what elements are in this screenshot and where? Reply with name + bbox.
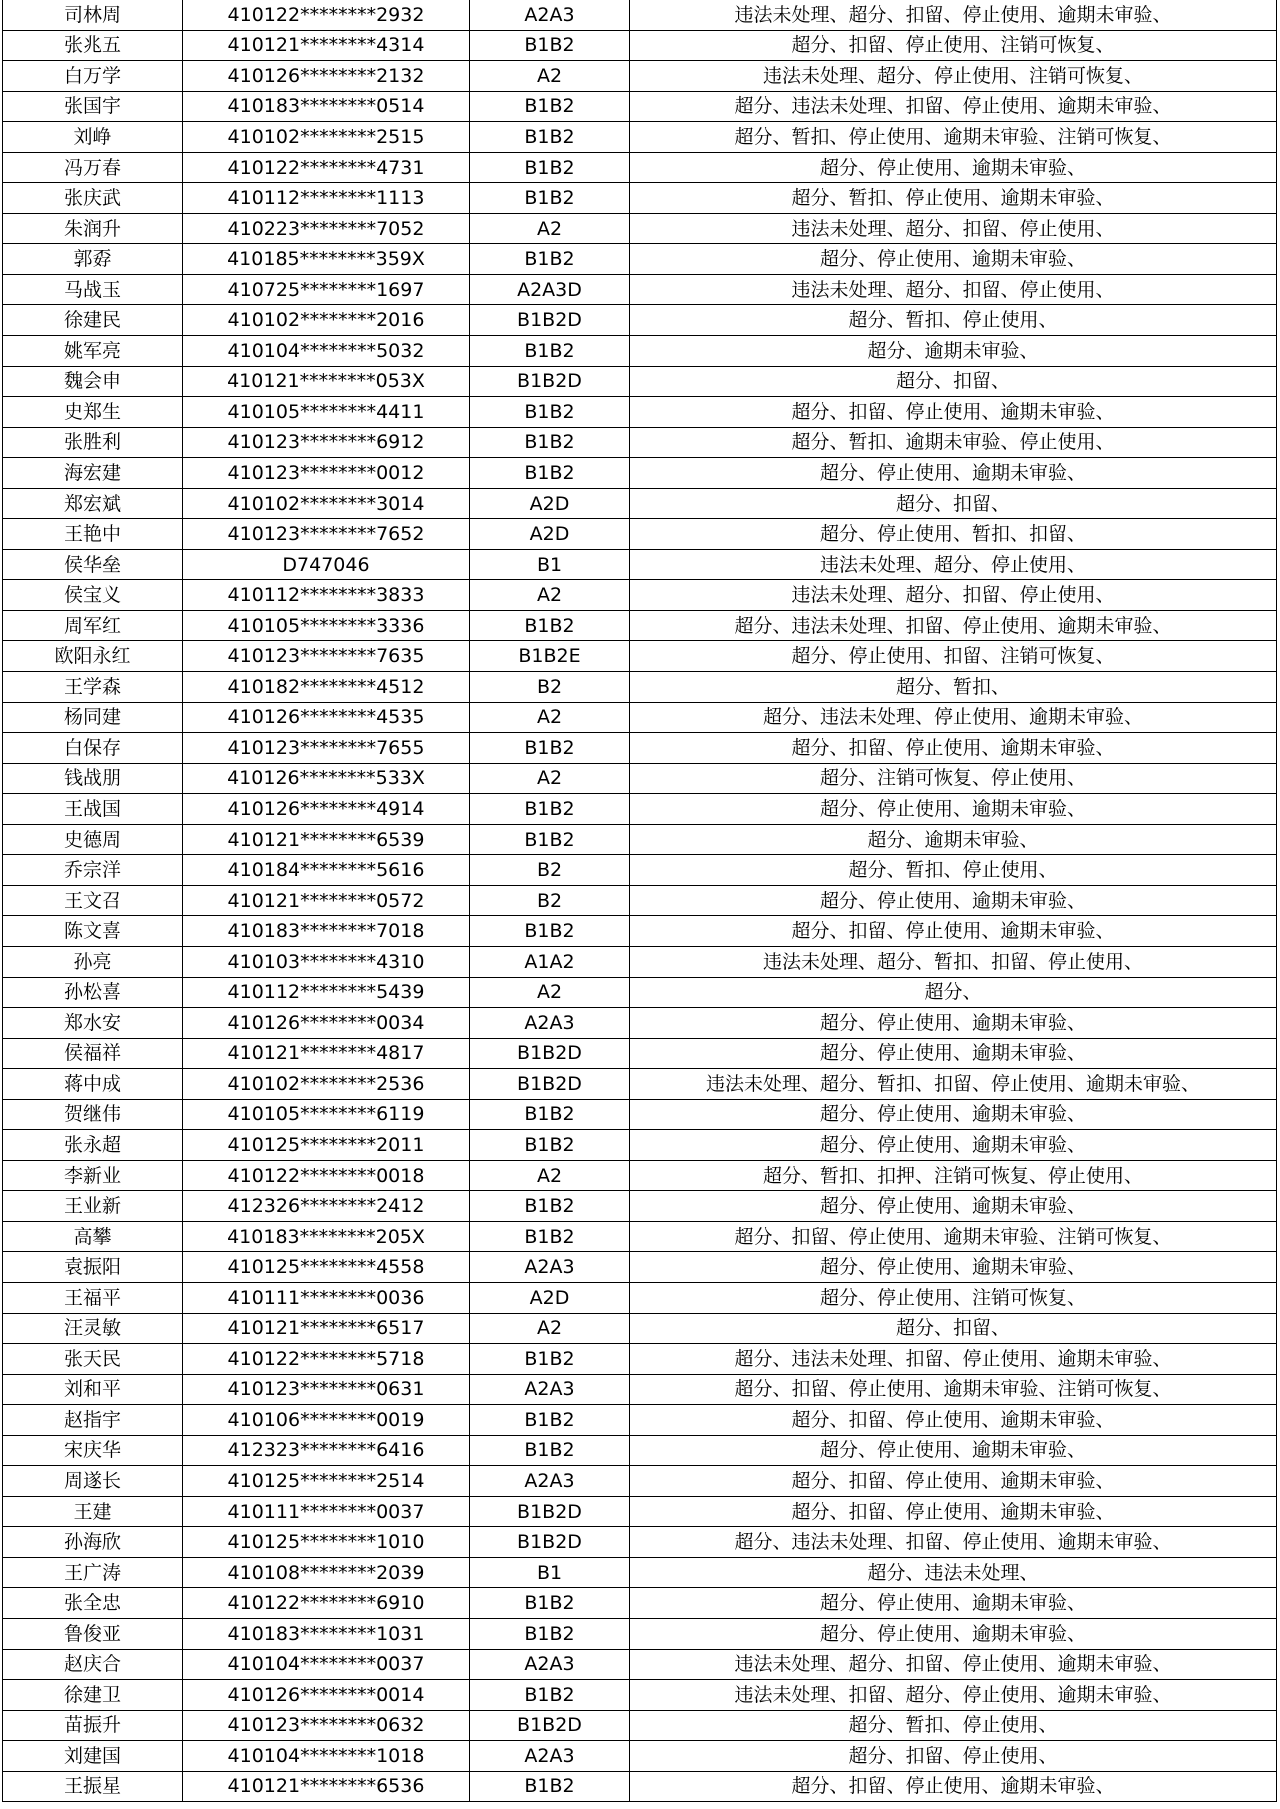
driver-name-cell: 王振星 [3, 1771, 183, 1802]
license-class-cell: A2 [470, 580, 630, 611]
license-status-cell: 超分、扣留、停止使用、逾期未审验、 [630, 1466, 1277, 1497]
table-row [3, 1466, 1277, 1497]
table-row [3, 977, 1277, 1008]
driver-name-cell: 赵指宇 [3, 1405, 183, 1436]
license-class-cell: B2 [470, 672, 630, 703]
driver-name-cell: 乔宗洋 [3, 855, 183, 886]
table-row [3, 1771, 1277, 1802]
id-number-cell: 410104********1018 [183, 1741, 470, 1772]
license-status-cell: 超分、扣留、 [630, 1313, 1277, 1344]
id-number-cell: 410105********4411 [183, 397, 470, 428]
license-status-cell: 超分、逾期未审验、 [630, 336, 1277, 367]
license-status-cell: 超分、停止使用、逾期未审验、 [630, 885, 1277, 916]
license-class-cell: A2A3D [470, 274, 630, 305]
license-class-cell: B2 [470, 885, 630, 916]
table-row [3, 244, 1277, 275]
table-row [3, 1008, 1277, 1039]
id-number-cell: 410102********2536 [183, 1069, 470, 1100]
driver-name-cell: 朱润升 [3, 213, 183, 244]
table-row [3, 1099, 1277, 1130]
license-class-cell: A2 [470, 977, 630, 1008]
license-class-cell: A2 [470, 702, 630, 733]
id-number-cell: 410104********5032 [183, 336, 470, 367]
driver-name-cell: 王广涛 [3, 1557, 183, 1588]
id-number-cell: 410121********6539 [183, 824, 470, 855]
driver-name-cell: 蒋中成 [3, 1069, 183, 1100]
license-class-cell: B1B2 [470, 152, 630, 183]
id-number-cell: 410123********7635 [183, 641, 470, 672]
id-number-cell: 410183********1031 [183, 1618, 470, 1649]
driver-name-cell: 侯宝义 [3, 580, 183, 611]
table-row [3, 458, 1277, 489]
id-number-cell: 410122********4731 [183, 152, 470, 183]
id-number-cell: 410122********0018 [183, 1160, 470, 1191]
license-status-cell: 超分、违法未处理、扣留、停止使用、逾期未审验、 [630, 91, 1277, 122]
license-class-cell: B1B2 [470, 336, 630, 367]
license-status-cell: 超分、扣留、停止使用、注销可恢复、 [630, 30, 1277, 61]
license-status-cell: 超分、扣留、停止使用、逾期未审验、 [630, 1496, 1277, 1527]
driver-name-cell: 刘峥 [3, 122, 183, 153]
driver-name-cell: 李新业 [3, 1160, 183, 1191]
id-number-cell: 410121********6517 [183, 1313, 470, 1344]
license-status-cell: 超分、暂扣、停止使用、 [630, 855, 1277, 886]
license-class-cell: A2A3 [470, 0, 630, 30]
driver-name-cell: 王文召 [3, 885, 183, 916]
license-class-cell: A1A2 [470, 946, 630, 977]
license-class-cell: B1B2 [470, 427, 630, 458]
driver-name-cell: 王学森 [3, 672, 183, 703]
license-status-cell: 违法未处理、超分、扣留、停止使用、逾期未审验、 [630, 1649, 1277, 1680]
table-row [3, 1557, 1277, 1588]
driver-name-cell: 魏会申 [3, 366, 183, 397]
id-number-cell: 410123********0632 [183, 1710, 470, 1741]
license-class-cell: B1B2 [470, 824, 630, 855]
license-class-cell: B1B2 [470, 1099, 630, 1130]
id-number-cell: 410125********1010 [183, 1527, 470, 1558]
table-row [3, 702, 1277, 733]
license-status-cell: 超分、暂扣、停止使用、逾期未审验、注销可恢复、 [630, 122, 1277, 153]
license-status-cell: 超分、违法未处理、 [630, 1557, 1277, 1588]
table-row [3, 641, 1277, 672]
license-class-cell: B1B2 [470, 1618, 630, 1649]
id-number-cell: 410123********0012 [183, 458, 470, 489]
driver-name-cell: 陈文喜 [3, 916, 183, 947]
table-row [3, 397, 1277, 428]
license-status-cell: 超分、停止使用、扣留、注销可恢复、 [630, 641, 1277, 672]
license-class-cell: B1B2 [470, 916, 630, 947]
id-number-cell: 410108********2039 [183, 1557, 470, 1588]
table-row [3, 336, 1277, 367]
driver-name-cell: 欧阳永红 [3, 641, 183, 672]
license-class-cell: B1B2D [470, 1496, 630, 1527]
table-body [3, 0, 1277, 1802]
driver-name-cell: 杨同建 [3, 702, 183, 733]
driver-name-cell: 钱战朋 [3, 763, 183, 794]
license-status-cell: 超分、扣留、停止使用、逾期未审验、注销可恢复、 [630, 1374, 1277, 1405]
id-number-cell: D747046 [183, 549, 470, 580]
license-class-cell: B1B2 [470, 1130, 630, 1161]
table-row [3, 916, 1277, 947]
license-status-cell: 超分、停止使用、逾期未审验、 [630, 794, 1277, 825]
id-number-cell: 410185********359X [183, 244, 470, 275]
id-number-cell: 410126********533X [183, 763, 470, 794]
license-status-cell: 超分、停止使用、逾期未审验、 [630, 1099, 1277, 1130]
table-row [3, 855, 1277, 886]
license-status-cell: 超分、停止使用、逾期未审验、 [630, 1130, 1277, 1161]
driver-name-cell: 宋庆华 [3, 1435, 183, 1466]
driver-name-cell: 张国宇 [3, 91, 183, 122]
driver-name-cell: 张天民 [3, 1344, 183, 1375]
license-status-cell: 超分、停止使用、逾期未审验、 [630, 1191, 1277, 1222]
driver-name-cell: 王战国 [3, 794, 183, 825]
table-row [3, 488, 1277, 519]
id-number-cell: 410123********6912 [183, 427, 470, 458]
table-row [3, 549, 1277, 580]
id-number-cell: 410121********4817 [183, 1038, 470, 1069]
license-class-cell: B1B2D [470, 1038, 630, 1069]
table-row [3, 1282, 1277, 1313]
license-status-cell: 违法未处理、超分、暂扣、扣留、停止使用、逾期未审验、 [630, 1069, 1277, 1100]
id-number-cell: 410104********0037 [183, 1649, 470, 1680]
table-row [3, 1435, 1277, 1466]
license-class-cell: B1B2D [470, 1527, 630, 1558]
id-number-cell: 410102********2016 [183, 305, 470, 336]
license-status-cell: 超分、暂扣、扣押、注销可恢复、停止使用、 [630, 1160, 1277, 1191]
driver-name-cell: 郑水安 [3, 1008, 183, 1039]
license-class-cell: B1B2 [470, 1191, 630, 1222]
license-status-cell: 超分、扣留、停止使用、 [630, 1741, 1277, 1772]
table-row [3, 1252, 1277, 1283]
table-row [3, 763, 1277, 794]
license-class-cell: B1B2D [470, 366, 630, 397]
driver-name-cell: 周遂长 [3, 1466, 183, 1497]
license-class-cell: B2 [470, 855, 630, 886]
license-class-cell: A2A3 [470, 1741, 630, 1772]
license-class-cell: B1 [470, 549, 630, 580]
license-status-cell: 超分、扣留、 [630, 366, 1277, 397]
table-row [3, 366, 1277, 397]
license-status-cell: 超分、停止使用、逾期未审验、 [630, 1008, 1277, 1039]
id-number-cell: 410182********4512 [183, 672, 470, 703]
license-class-cell: B1B2 [470, 1588, 630, 1619]
driver-name-cell: 刘和平 [3, 1374, 183, 1405]
driver-name-cell: 汪灵敏 [3, 1313, 183, 1344]
table-row [3, 519, 1277, 550]
table-row [3, 733, 1277, 764]
driver-name-cell: 司林周 [3, 0, 183, 30]
license-class-cell: B1B2 [470, 1405, 630, 1436]
license-class-cell: A2D [470, 519, 630, 550]
license-class-cell: B1B2 [470, 458, 630, 489]
license-class-cell: B1B2D [470, 1069, 630, 1100]
license-class-cell: B1B2 [470, 244, 630, 275]
license-status-cell: 违法未处理、扣留、超分、停止使用、逾期未审验、 [630, 1680, 1277, 1711]
id-number-cell: 410123********7655 [183, 733, 470, 764]
driver-name-cell: 贺继伟 [3, 1099, 183, 1130]
license-status-cell: 超分、 [630, 977, 1277, 1008]
driver-name-cell: 鲁俊亚 [3, 1618, 183, 1649]
license-class-cell: A2 [470, 61, 630, 92]
table-row [3, 1344, 1277, 1375]
license-class-cell: A2D [470, 488, 630, 519]
driver-name-cell: 张永超 [3, 1130, 183, 1161]
license-status-cell: 超分、逾期未审验、 [630, 824, 1277, 855]
license-status-cell: 超分、停止使用、逾期未审验、 [630, 1588, 1277, 1619]
license-class-cell: B1 [470, 1557, 630, 1588]
table-row [3, 1160, 1277, 1191]
driver-name-cell: 王建 [3, 1496, 183, 1527]
table-row [3, 1588, 1277, 1619]
table-row [3, 794, 1277, 825]
table-row [3, 427, 1277, 458]
driver-name-cell: 王业新 [3, 1191, 183, 1222]
license-status-cell: 超分、暂扣、停止使用、逾期未审验、 [630, 183, 1277, 214]
table-row [3, 0, 1277, 30]
license-status-cell: 违法未处理、超分、扣留、停止使用、 [630, 213, 1277, 244]
table-row [3, 1405, 1277, 1436]
license-status-cell: 超分、扣留、停止使用、逾期未审验、注销可恢复、 [630, 1221, 1277, 1252]
table-row [3, 946, 1277, 977]
license-class-cell: B1B2 [470, 122, 630, 153]
id-number-cell: 410106********0019 [183, 1405, 470, 1436]
driver-name-cell: 史郑生 [3, 397, 183, 428]
table-row [3, 580, 1277, 611]
license-class-cell: A2A3 [470, 1252, 630, 1283]
driver-name-cell: 冯万春 [3, 152, 183, 183]
license-class-cell: B1B2 [470, 610, 630, 641]
license-status-cell: 超分、违法未处理、扣留、停止使用、逾期未审验、 [630, 610, 1277, 641]
table-row [3, 1038, 1277, 1069]
license-class-cell: A2A3 [470, 1649, 630, 1680]
license-status-cell: 超分、暂扣、 [630, 672, 1277, 703]
id-number-cell: 410121********053X [183, 366, 470, 397]
table-row [3, 885, 1277, 916]
id-number-cell: 410126********0034 [183, 1008, 470, 1039]
license-class-cell: B1B2 [470, 1221, 630, 1252]
driver-name-cell: 刘建国 [3, 1741, 183, 1772]
table-row [3, 1680, 1277, 1711]
table-row [3, 672, 1277, 703]
license-status-cell: 超分、停止使用、逾期未审验、 [630, 1252, 1277, 1283]
license-status-cell: 超分、暂扣、逾期未审验、停止使用、 [630, 427, 1277, 458]
id-number-cell: 410105********3336 [183, 610, 470, 641]
license-status-cell: 超分、暂扣、停止使用、 [630, 1710, 1277, 1741]
id-number-cell: 412326********2412 [183, 1191, 470, 1222]
table-row [3, 1741, 1277, 1772]
table-row [3, 1374, 1277, 1405]
id-number-cell: 410111********0036 [183, 1282, 470, 1313]
license-class-cell: A2A3 [470, 1008, 630, 1039]
license-class-cell: B1B2 [470, 30, 630, 61]
driver-name-cell: 张兆五 [3, 30, 183, 61]
driver-name-cell: 袁振阳 [3, 1252, 183, 1283]
id-number-cell: 410223********7052 [183, 213, 470, 244]
license-status-cell: 超分、扣留、停止使用、逾期未审验、 [630, 1405, 1277, 1436]
driver-name-cell: 王福平 [3, 1282, 183, 1313]
license-status-cell: 超分、停止使用、逾期未审验、 [630, 1435, 1277, 1466]
table-row [3, 152, 1277, 183]
license-class-cell: B1B2 [470, 1435, 630, 1466]
id-number-cell: 410112********3833 [183, 580, 470, 611]
license-status-cell: 违法未处理、超分、扣留、停止使用、逾期未审验、 [630, 0, 1277, 30]
driver-name-cell: 周军红 [3, 610, 183, 641]
id-number-cell: 410121********6536 [183, 1771, 470, 1802]
license-class-cell: B1B2 [470, 183, 630, 214]
license-class-cell: B1B2E [470, 641, 630, 672]
license-status-cell: 超分、停止使用、逾期未审验、 [630, 152, 1277, 183]
table-row [3, 61, 1277, 92]
license-class-cell: B1B2 [470, 733, 630, 764]
driver-name-cell: 张胜利 [3, 427, 183, 458]
table-row [3, 1618, 1277, 1649]
license-status-cell: 超分、违法未处理、扣留、停止使用、逾期未审验、 [630, 1344, 1277, 1375]
table-row [3, 1221, 1277, 1252]
license-status-cell: 超分、扣留、停止使用、逾期未审验、 [630, 397, 1277, 428]
table-row [3, 1496, 1277, 1527]
table-row [3, 91, 1277, 122]
license-class-cell: B1B2 [470, 1344, 630, 1375]
license-status-cell: 违法未处理、超分、扣留、停止使用、 [630, 274, 1277, 305]
table-row [3, 1130, 1277, 1161]
driver-license-table [2, 0, 1277, 1802]
driver-name-cell: 郑宏斌 [3, 488, 183, 519]
license-class-cell: A2 [470, 1313, 630, 1344]
id-number-cell: 410725********1697 [183, 274, 470, 305]
license-status-cell: 违法未处理、超分、暂扣、扣留、停止使用、 [630, 946, 1277, 977]
license-class-cell: B1B2 [470, 794, 630, 825]
driver-name-cell: 侯福祥 [3, 1038, 183, 1069]
license-status-cell: 违法未处理、超分、扣留、停止使用、 [630, 580, 1277, 611]
id-number-cell: 410111********0037 [183, 1496, 470, 1527]
driver-name-cell: 王艳中 [3, 519, 183, 550]
table-row [3, 824, 1277, 855]
license-class-cell: A2D [470, 1282, 630, 1313]
id-number-cell: 410105********6119 [183, 1099, 470, 1130]
license-class-cell: B1B2D [470, 1710, 630, 1741]
license-status-cell: 超分、扣留、 [630, 488, 1277, 519]
id-number-cell: 410183********205X [183, 1221, 470, 1252]
license-status-cell: 超分、停止使用、注销可恢复、 [630, 1282, 1277, 1313]
table-row [3, 1069, 1277, 1100]
id-number-cell: 410112********5439 [183, 977, 470, 1008]
license-status-cell: 超分、扣留、停止使用、逾期未审验、 [630, 733, 1277, 764]
id-number-cell: 410102********2515 [183, 122, 470, 153]
id-number-cell: 410126********0014 [183, 1680, 470, 1711]
table-row [3, 1313, 1277, 1344]
table-row [3, 1649, 1277, 1680]
driver-name-cell: 史德周 [3, 824, 183, 855]
driver-license-table-page [2, 0, 1276, 1802]
license-class-cell: B1B2 [470, 91, 630, 122]
driver-name-cell: 郭孬 [3, 244, 183, 275]
driver-name-cell: 张全忠 [3, 1588, 183, 1619]
driver-name-cell: 徐建卫 [3, 1680, 183, 1711]
license-class-cell: B1B2 [470, 1680, 630, 1711]
driver-name-cell: 孙松喜 [3, 977, 183, 1008]
table-row [3, 610, 1277, 641]
license-status-cell: 超分、扣留、停止使用、逾期未审验、 [630, 916, 1277, 947]
license-class-cell: A2A3 [470, 1374, 630, 1405]
driver-name-cell: 赵庆合 [3, 1649, 183, 1680]
license-status-cell: 超分、停止使用、逾期未审验、 [630, 1618, 1277, 1649]
table-row [3, 1710, 1277, 1741]
table-row [3, 213, 1277, 244]
driver-name-cell: 侯华垒 [3, 549, 183, 580]
id-number-cell: 410125********2514 [183, 1466, 470, 1497]
license-class-cell: B1B2 [470, 397, 630, 428]
id-number-cell: 410126********4535 [183, 702, 470, 733]
driver-name-cell: 白保存 [3, 733, 183, 764]
id-number-cell: 410125********2011 [183, 1130, 470, 1161]
license-status-cell: 超分、暂扣、停止使用、 [630, 305, 1277, 336]
driver-name-cell: 孙海欣 [3, 1527, 183, 1558]
license-class-cell: B1B2 [470, 1771, 630, 1802]
id-number-cell: 410122********5718 [183, 1344, 470, 1375]
table-row [3, 30, 1277, 61]
table-row [3, 274, 1277, 305]
license-class-cell: A2 [470, 1160, 630, 1191]
id-number-cell: 410123********7652 [183, 519, 470, 550]
license-class-cell: B1B2D [470, 305, 630, 336]
license-status-cell: 超分、停止使用、逾期未审验、 [630, 1038, 1277, 1069]
driver-name-cell: 姚军亮 [3, 336, 183, 367]
driver-name-cell: 张庆武 [3, 183, 183, 214]
license-status-cell: 超分、扣留、停止使用、逾期未审验、 [630, 1771, 1277, 1802]
license-status-cell: 超分、注销可恢复、停止使用、 [630, 763, 1277, 794]
id-number-cell: 410122********2932 [183, 0, 470, 30]
id-number-cell: 410184********5616 [183, 855, 470, 886]
table-row [3, 183, 1277, 214]
table-row [3, 1527, 1277, 1558]
driver-name-cell: 徐建民 [3, 305, 183, 336]
id-number-cell: 410123********0631 [183, 1374, 470, 1405]
license-status-cell: 违法未处理、超分、停止使用、注销可恢复、 [630, 61, 1277, 92]
table-row [3, 1191, 1277, 1222]
id-number-cell: 410126********4914 [183, 794, 470, 825]
driver-name-cell: 高攀 [3, 1221, 183, 1252]
driver-name-cell: 孙亮 [3, 946, 183, 977]
id-number-cell: 410103********4310 [183, 946, 470, 977]
driver-name-cell: 海宏建 [3, 458, 183, 489]
license-class-cell: A2 [470, 213, 630, 244]
id-number-cell: 410102********3014 [183, 488, 470, 519]
table-row [3, 122, 1277, 153]
license-status-cell: 超分、违法未处理、扣留、停止使用、逾期未审验、 [630, 1527, 1277, 1558]
license-status-cell: 超分、停止使用、暂扣、扣留、 [630, 519, 1277, 550]
id-number-cell: 410183********7018 [183, 916, 470, 947]
driver-name-cell: 白万学 [3, 61, 183, 92]
id-number-cell: 410125********4558 [183, 1252, 470, 1283]
license-status-cell: 超分、停止使用、逾期未审验、 [630, 244, 1277, 275]
license-status-cell: 超分、违法未处理、停止使用、逾期未审验、 [630, 702, 1277, 733]
table-row [3, 305, 1277, 336]
id-number-cell: 410183********0514 [183, 91, 470, 122]
license-class-cell: A2 [470, 763, 630, 794]
id-number-cell: 410122********6910 [183, 1588, 470, 1619]
id-number-cell: 410126********2132 [183, 61, 470, 92]
id-number-cell: 410112********1113 [183, 183, 470, 214]
license-class-cell: A2A3 [470, 1466, 630, 1497]
id-number-cell: 412323********6416 [183, 1435, 470, 1466]
id-number-cell: 410121********4314 [183, 30, 470, 61]
driver-name-cell: 马战玉 [3, 274, 183, 305]
id-number-cell: 410121********0572 [183, 885, 470, 916]
driver-name-cell: 苗振升 [3, 1710, 183, 1741]
license-status-cell: 违法未处理、超分、停止使用、 [630, 549, 1277, 580]
license-status-cell: 超分、停止使用、逾期未审验、 [630, 458, 1277, 489]
